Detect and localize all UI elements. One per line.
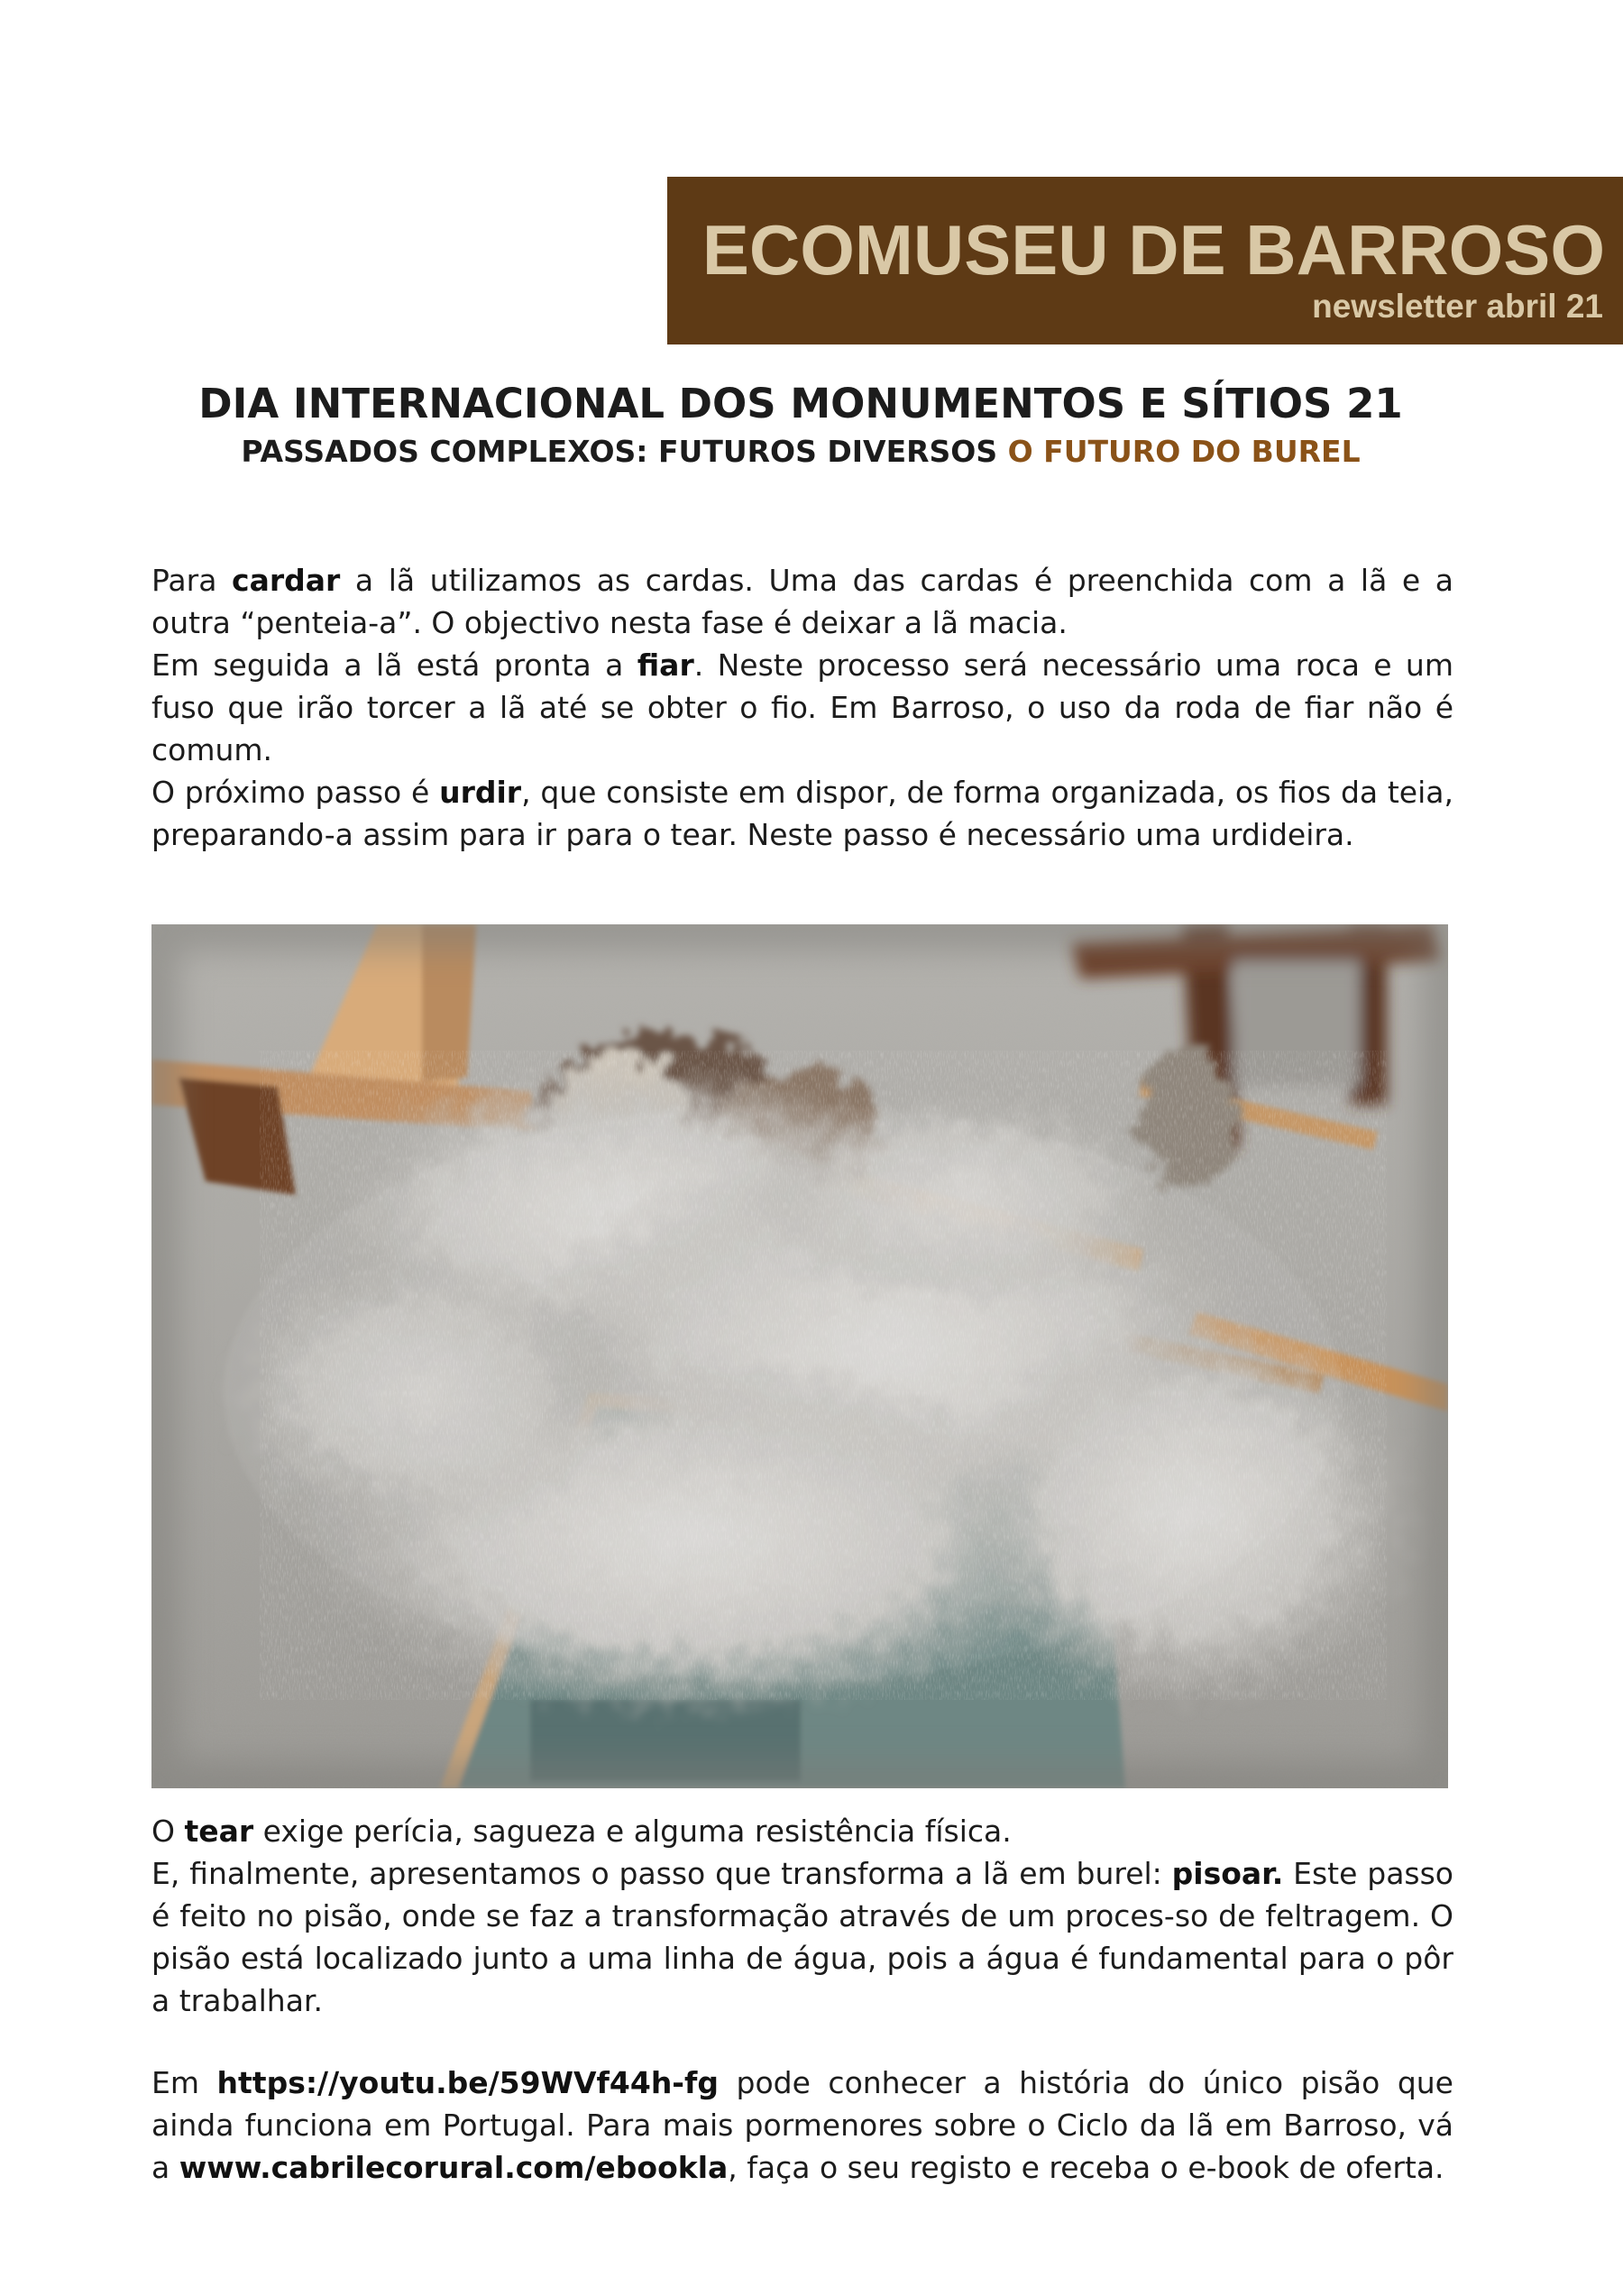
ebook-link[interactable]: www.cabrilecorural.com/ebookla <box>179 2150 729 2185</box>
keyword-fiar: fiar <box>637 647 694 683</box>
text-span: Para <box>151 563 233 598</box>
page-title: DIA INTERNACIONAL DOS MONUMENTOS E SÍTIOS 21 <box>198 380 1403 427</box>
keyword-pisoar: pisoar. <box>1171 1856 1284 1891</box>
text-span: , que consiste em dispor, de forma organizada, os fios da teia, preparando-a assim para ir para o tear. Neste passo é necessário uma urdideira. <box>151 775 1453 852</box>
text-span: exige perícia, sagueza e alguma resistência física. <box>253 1814 1012 1849</box>
text-span: Em <box>151 2065 217 2100</box>
paragraph-tear <box>151 1810 1453 1852</box>
text-span: Este passo é feito no pisão, onde se faz a transformação através de um proces-so de feltragem. O pisão está localizado junto a uma linha de água, pois a água é fundamental para o pôr a trabalhar. <box>151 1856 1453 2018</box>
text-span: O <box>151 1814 185 1849</box>
keyword-urdir: urdir <box>439 775 522 810</box>
subtitle-main: PASSADOS COMPLEXOS: FUTUROS DIVERSOS <box>241 434 998 469</box>
youtube-link[interactable]: https://youtu.be/59WVf44h-fg <box>216 2065 719 2100</box>
intro-text <box>151 559 1453 856</box>
wool-carding-photo <box>151 924 1448 1788</box>
text-span: , faça o seu registo e receba o e-book de oferta. <box>728 2150 1444 2185</box>
text-span: Em seguida a lã está pronta a <box>151 647 637 683</box>
subtitle-accent: O FUTURO DO BUREL <box>1007 434 1361 469</box>
text-span: . Neste processo será necessário uma roca e um fuso que irão torcer a lã até se obter o fio. Em Barroso, o uso da roda de fiar não é comum. <box>151 647 1453 767</box>
text-span: O próximo passo é <box>151 775 440 810</box>
paragraph-links <box>151 2062 1453 2189</box>
keyword-tear: tear <box>184 1814 254 1849</box>
footer-text <box>151 2062 1453 2189</box>
header-banner <box>667 177 1623 344</box>
text-span: E, finalmente, apresentamos o passo que transforma a lã em burel: <box>151 1856 1172 1891</box>
text-span: a lã utilizamos as cardas. Uma das cardas é preenchida com a lã e a outra “penteia-a”. O objectivo nesta fase é deixar a lã macia. <box>151 563 1453 640</box>
paragraph-pisoar <box>151 1852 1453 2022</box>
text-span: pode conhecer a história do único pisão que ainda funciona em Portugal. Para mais pormenores sobre o Ciclo da lã em Barroso, vá a <box>151 2065 1453 2185</box>
keyword-cardar: cardar <box>232 563 341 598</box>
banner-title: ECOMUSEU DE BARROSO <box>701 210 1605 289</box>
banner-subtitle: newsletter abril 21 <box>1312 288 1603 325</box>
paragraph-urdir <box>151 771 1453 856</box>
paragraph-cardar <box>151 559 1453 644</box>
paragraph-fiar <box>151 644 1453 771</box>
closing-text <box>151 1810 1453 2035</box>
page-subtitle <box>151 433 1450 471</box>
